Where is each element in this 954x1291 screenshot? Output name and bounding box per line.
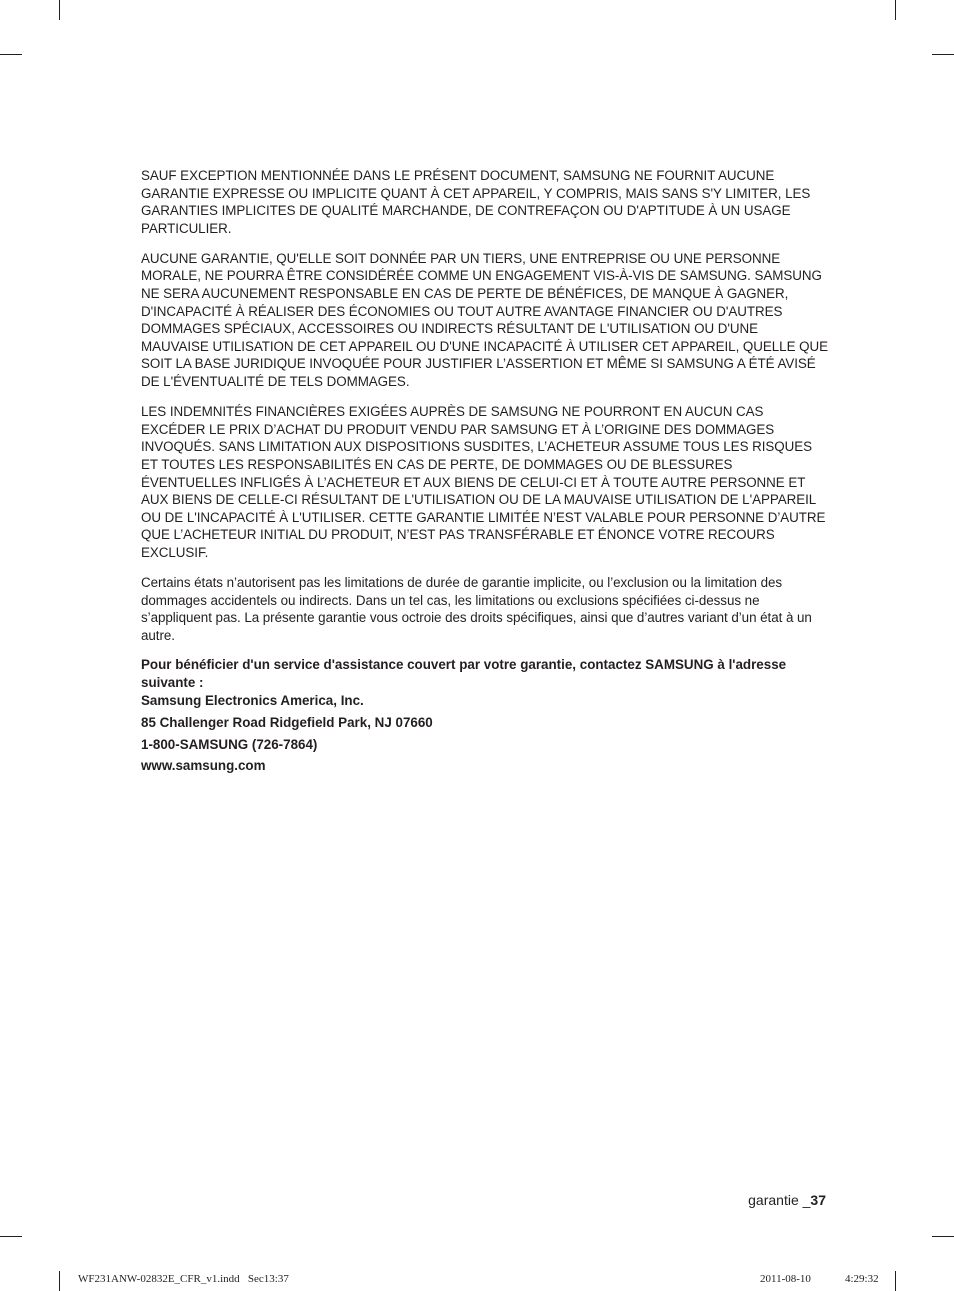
contact-company: Samsung Electronics America, Inc. bbox=[141, 692, 364, 708]
crop-mark-top-right-horizontal bbox=[932, 54, 954, 55]
crop-mark-top-left-horizontal bbox=[0, 54, 22, 55]
crop-mark-bottom-right-vertical bbox=[895, 1271, 896, 1291]
section-label: garantie _ bbox=[748, 1192, 811, 1208]
page-footer bbox=[748, 1191, 826, 1209]
crop-mark-bottom-right-horizontal bbox=[932, 1236, 954, 1237]
crop-mark-top-right-vertical bbox=[895, 0, 896, 20]
contact-intro: Pour bénéficier d'un service d'assistance couvert par votre garantie, contactez SAMSUNG à l'adresse suivante : bbox=[141, 657, 787, 691]
crop-mark-top-left-vertical bbox=[59, 0, 60, 20]
warranty-text-body bbox=[141, 167, 829, 775]
slug-time: 4:29:32 bbox=[845, 1273, 879, 1285]
contact-website: www.samsung.com bbox=[141, 758, 266, 774]
page-number: 37 bbox=[810, 1192, 826, 1208]
contact-phone: 1-800-SAMSUNG (726-7864) bbox=[141, 736, 318, 752]
slug-date: 2011-08-10 bbox=[760, 1273, 811, 1285]
crop-mark-bottom-left-horizontal bbox=[0, 1236, 22, 1237]
slug-file-info: WF231ANW-02832E_CFR_v1.indd Sec13:37 bbox=[78, 1273, 289, 1285]
contact-block bbox=[141, 656, 829, 775]
disclaimer-paragraph-2: AUCUNE GARANTIE, QU'ELLE SOIT DONNÉE PAR UN TIERS, UNE ENTREPRISE OU UNE PERSONNE MORALE, NE POURRA ÊTRE CONSIDÉRÉE COMME UN ENGAGEMENT VIS-À-VIS DE SAMSUNG. SAMSUNG NE SERA AUCUNEMENT RESPONSABLE EN CAS DE PERTE DE BÉNÉFICES, DE MANQUE À GAGNER, D'INCAPACITÉ À RÉALISER DES ÉCONOMIES OU TOUT AUTRE AVANTAGE FINANCIER OU D'AUTRES DOMMAGES SPÉCIAUX, ACCESSOIRES OU INDIRECTS RÉSULTANT DE L'UTILISATION OU D'UNE MAUVAISE UTILISATION DE CET APPAREIL OU D'UNE INCAPACITÉ À UTILISER CET APPAREIL, QUELLE QUE SOIT LA BASE JURIDIQUE INVOQUÉE POUR JUSTIFIER L’ASSERTION ET MÊME SI SAMSUNG A ÉTÉ AVISÉ DE L'ÉVENTUALITÉ DE TELS DOMMAGES. bbox=[141, 250, 829, 390]
disclaimer-paragraph-1: SAUF EXCEPTION MENTIONNÉE DANS LE PRÉSENT DOCUMENT, SAMSUNG NE FOURNIT AUCUNE GARANTIE EXPRESSE OU IMPLICITE QUANT À CET APPAREIL, Y COMPRIS, MAIS SANS S'Y LIMITER, LES GARANTIES IMPLICITES DE QUALITÉ MARCHANDE, DE CONTREFAÇON OU D'APTITUDE À UN USAGE PARTICULIER. bbox=[141, 168, 811, 236]
disclaimer-paragraph-3: LES INDEMNITÉS FINANCIÈRES EXIGÉES AUPRÈS DE SAMSUNG NE POURRONT EN AUCUN CAS EXCÉDER LE PRIX D’ACHAT DU PRODUIT VENDU PAR SAMSUNG ET À L’ORIGINE DES DOMMAGES INVOQUÉS. SANS LIMITATION AUX DISPOSITIONS SUSDITES, L’ACHETEUR ASSUME TOUS LES RISQUES ET TOUTES LES RESPONSABILITÉS EN CAS DE PERTE, DE DOMMAGES OU DE BLESSURES ÉVENTUELLES INFLIGÉS À L’ACHETEUR ET AUX BIENS DE CELUI-CI ET À TOUTE AUTRE PERSONNE ET AUX BIENS DE CELLE-CI RÉSULTANT DE L'UTILISATION OU DE LA MAUVAISE UTILISATION DE L'APPAREIL OU DE L'INCAPACITÉ À L'UTILISER. CETTE GARANTIE LIMITÉE N’EST VALABLE POUR PERSONNE D’AUTRE QUE L’ACHETEUR INITIAL DU PRODUIT, N’EST PAS TRANSFÉRABLE ET ÉNONCE VOTRE RECOURS EXCLUSIF. bbox=[141, 404, 826, 560]
disclaimer-paragraph-4: Certains états n’autorisent pas les limitations de durée de garantie implicite, ou l’exclusion ou la limitation des dommages accidentels ou indirects. Dans un tel cas, les limitations ou exclusions spécifiées ci-dessus ne s’appliquent pas. La présente garantie vous octroie des droits spécifiques, ainsi que d’autres variant d’un état à un autre. bbox=[141, 574, 812, 643]
crop-mark-bottom-left-vertical bbox=[59, 1271, 60, 1291]
contact-address: 85 Challenger Road Ridgefield Park, NJ 07660 bbox=[141, 714, 433, 730]
